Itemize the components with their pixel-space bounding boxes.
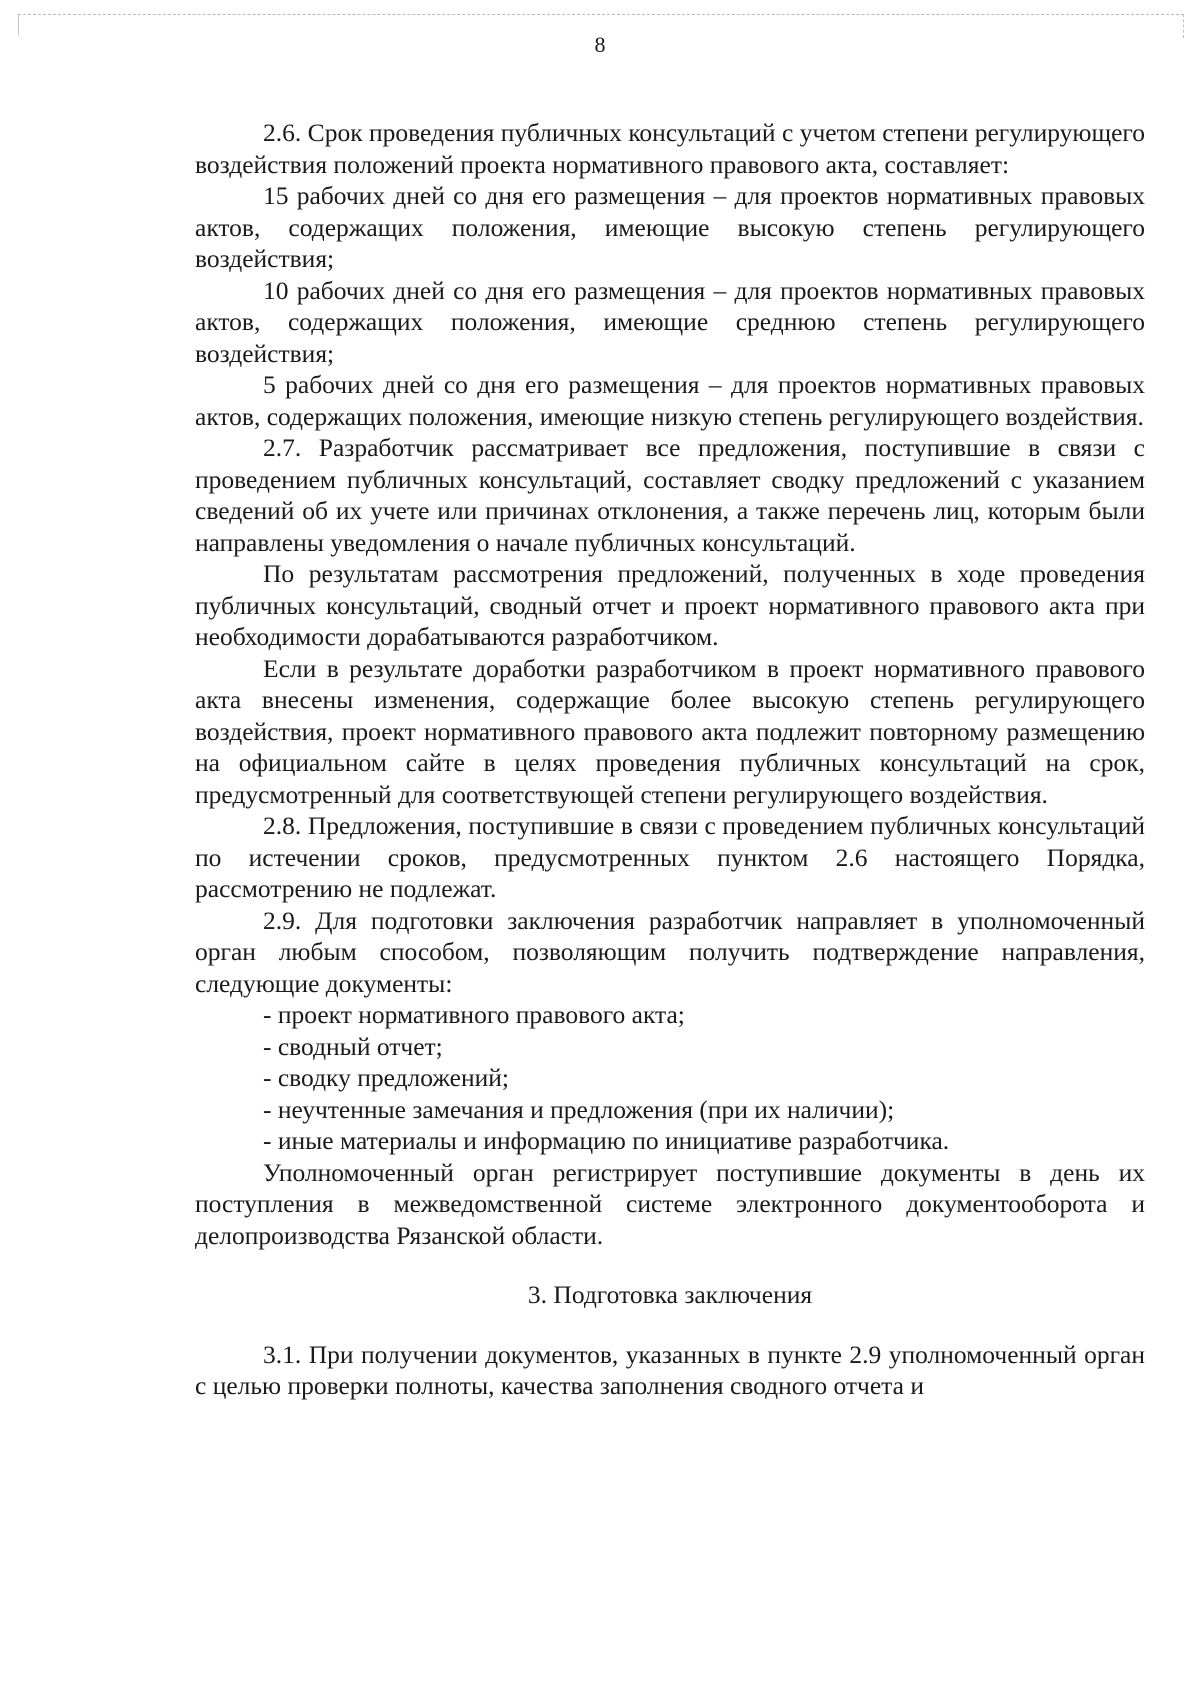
section-heading: 3. Подготовка заключения bbox=[527, 1280, 813, 1309]
list-item: - иные материалы и информацию по инициативе разработчика. bbox=[263, 1126, 950, 1155]
paragraph-registration: Уполномоченный орган регистрирует поступившие документы в день их поступления в межведомственной системе электронного документооборота и делопроизводства Рязанской области. bbox=[195, 1157, 1145, 1250]
paragraph-10-days: 10 рабочих дней со дня его размещения – для проектов нормативных правовых актов, содержащих положения, имеющие среднюю степень регулирующего воздействия; bbox=[195, 275, 1145, 368]
list-item: - неучтенные замечания и предложения (при их наличии); bbox=[263, 1094, 895, 1124]
paragraph-2-6: 2.6. Срок проведения публичных консультаций с учетом степени регулирующего воздействия положений проекта нормативного правового акта, составляет: bbox=[195, 118, 1145, 179]
paragraph-15-days: 15 рабочих дней со дня его размещения – для проектов нормативных правовых актов, содержащих положения, имеющие высокую степень регулирующего воздействия; bbox=[195, 181, 1145, 273]
list-item: - проект нормативного правового акта; bbox=[263, 1000, 685, 1029]
scan-edge-top bbox=[18, 14, 1184, 15]
list-item: - сводку предложений; bbox=[263, 1063, 510, 1092]
list-item: - сводный отчет; bbox=[263, 1031, 443, 1061]
paragraph-2-8: 2.8. Предложения, поступившие в связи с проведением публичных консультаций по истечении сроков, предусмотренных пунктом 2.6 настоящего Порядка, рассмотрению не подлежат. bbox=[195, 811, 1145, 903]
paragraph-revision: Если в результате доработки разработчиком в проект нормативного правового акта внесены изменения, содержащие более высокую степень регулирующего воздействия, проект нормативного правового акта подлежит повторному размещению на официальном сайте в целях проведения публичных консультаций на срок, предусмотренный для соответствующей степени регулирующего воздействия. bbox=[195, 653, 1145, 809]
paragraph-review-results: По результатам рассмотрения предложений, полученных в ходе проведения публичных консультаций, сводный отчет и проект нормативного правового акта при необходимости дорабатываются разработчиком. bbox=[195, 559, 1145, 651]
paragraph-5-days: 5 рабочих дней со дня его размещения – для проектов нормативных правовых актов, содержащих положения, имеющие низкую степень регулирующего воздействия. bbox=[195, 370, 1145, 431]
document-body bbox=[195, 117, 1145, 1402]
paragraph-2-9: 2.9. Для подготовки заключения разработчик направляет в уполномоченный орган любым способом, позволяющим получить подтверждение направления, следующие документы: bbox=[195, 905, 1145, 998]
paragraph-3-1: 3.1. При получении документов, указанных в пункте 2.9 уполномоченный орган с целью проверки полноты, качества заполнения сводного отчета и bbox=[195, 1339, 1145, 1400]
page-number: 8 bbox=[594, 32, 606, 57]
paragraph-2-7: 2.7. Разработчик рассматривает все предложения, поступившие в связи с проведением публичных консультаций, составляет сводку предложений с указанием сведений об их учете или причинах отклонения, а также перечень лиц, которым были направлены уведомления о начале публичных консультаций. bbox=[195, 433, 1145, 557]
